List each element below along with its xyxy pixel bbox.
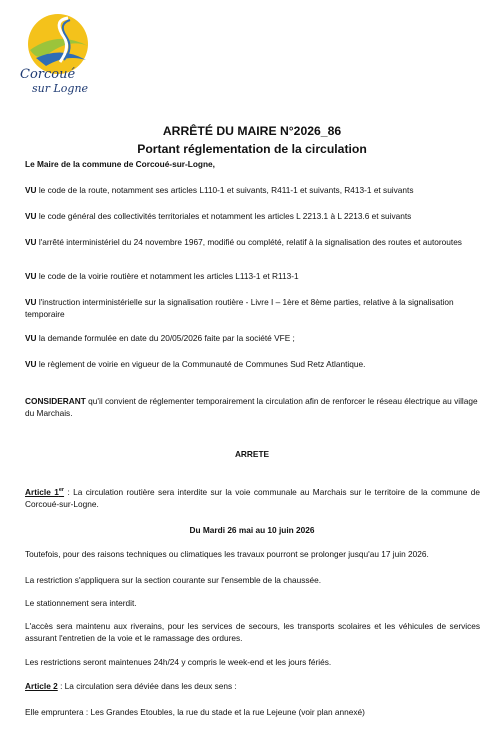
intro-text: Le Maire de la commune de Corcoué-sur-Logne, xyxy=(25,159,215,169)
body-paragraph: L'accès sera maintenu aux riverains, pour les services de secours, les transports scolaires et les véhicules de services assurant l'entretien de la voie et le ramassage des ordures. xyxy=(25,621,480,643)
vu-label: VU xyxy=(25,359,37,369)
body-paragraph: La restriction s'appliquera sur la section courante sur l'ensemble de la chaussée. xyxy=(25,575,322,585)
page-title: ARRÊTÉ DU MAIRE N°2026_86 xyxy=(162,124,342,138)
vu-item xyxy=(25,270,480,282)
body-paragraph: Toutefois, pour des raisons techniques ou climatiques les travaux pourront se prolonger jusqu'au 17 juin 2026. xyxy=(25,549,429,559)
vu-item xyxy=(25,358,480,370)
vu-text: le code général des collectivités territoriales et notamment les articles L 2213.1 à L 2213.6 et suivants xyxy=(38,211,412,221)
considerant-paragraph xyxy=(25,395,480,419)
article2-paragraph xyxy=(25,680,480,692)
vu-label: VU xyxy=(25,271,37,281)
logo-text-line1: Corcoué xyxy=(20,67,76,82)
date-range: Du Mardi 26 mai au 10 juin 2026 xyxy=(189,525,315,535)
vu-item xyxy=(25,184,480,196)
vu-text: la demande formulée en date du 20/05/2026 faite par la société VFE ; xyxy=(38,333,295,343)
arrete-heading: ARRETE xyxy=(234,449,270,459)
vu-text: l'instruction interministérielle sur la signalisation routière - Livre I – 1ère et 8ème parties, relative à la signalisation temporaire xyxy=(25,297,454,319)
vu-label: VU xyxy=(25,333,37,343)
vu-text: le code de la voirie routière et notamment les articles L113-1 et R113-1 xyxy=(38,271,299,281)
route-paragraph: Elle empruntera : Les Grandes Etoubles, la rue du stade et la rue Lejeune (voir plan annexé) xyxy=(25,707,365,717)
considerant-text: qu'il convient de réglementer temporairement la circulation afin de renforcer le réseau électrique au village du Marchais. xyxy=(25,396,478,418)
vu-label: VU xyxy=(25,185,37,195)
article1-label: Article 1er xyxy=(25,486,65,497)
article2-label: Article 2 xyxy=(25,681,58,691)
article2-text: : La circulation sera déviée dans les deux sens : xyxy=(60,681,237,691)
logo-text-line2: sur Logne xyxy=(32,82,89,95)
vu-item xyxy=(25,236,480,248)
vu-text: le règlement de voirie en vigueur de la Communauté de Communes Sud Retz Atlantique. xyxy=(38,359,366,369)
vu-label: VU xyxy=(25,237,37,247)
article1-paragraph xyxy=(25,484,480,510)
body-paragraph: Le stationnement sera interdit. xyxy=(25,598,137,608)
vu-label: VU xyxy=(25,211,37,221)
vu-item xyxy=(25,332,480,344)
vu-text: le code de la route, notamment ses articles L110-1 et suivants, R411-1 et suivants, R413-1 et suivants xyxy=(38,185,414,195)
vu-text: l'arrêté interministériel du 24 novembre 1967, modifié ou complété, relatif à la signalisation des routes et autoroutes xyxy=(38,237,462,247)
considerant-label: CONSIDERANT xyxy=(25,396,86,406)
article1-text: : La circulation routière sera interdite sur la voie communale au Marchais sur le territoire de la commune de Corcoué-sur-Logne. xyxy=(25,486,480,509)
vu-item xyxy=(25,210,480,222)
vu-label: VU xyxy=(25,297,37,307)
body-paragraph: Les restrictions seront maintenues 24h/24 y compris le week-end et les jours fériés. xyxy=(25,657,332,667)
page-subtitle: Portant réglementation de la circulation xyxy=(137,142,367,156)
vu-item xyxy=(25,296,480,320)
